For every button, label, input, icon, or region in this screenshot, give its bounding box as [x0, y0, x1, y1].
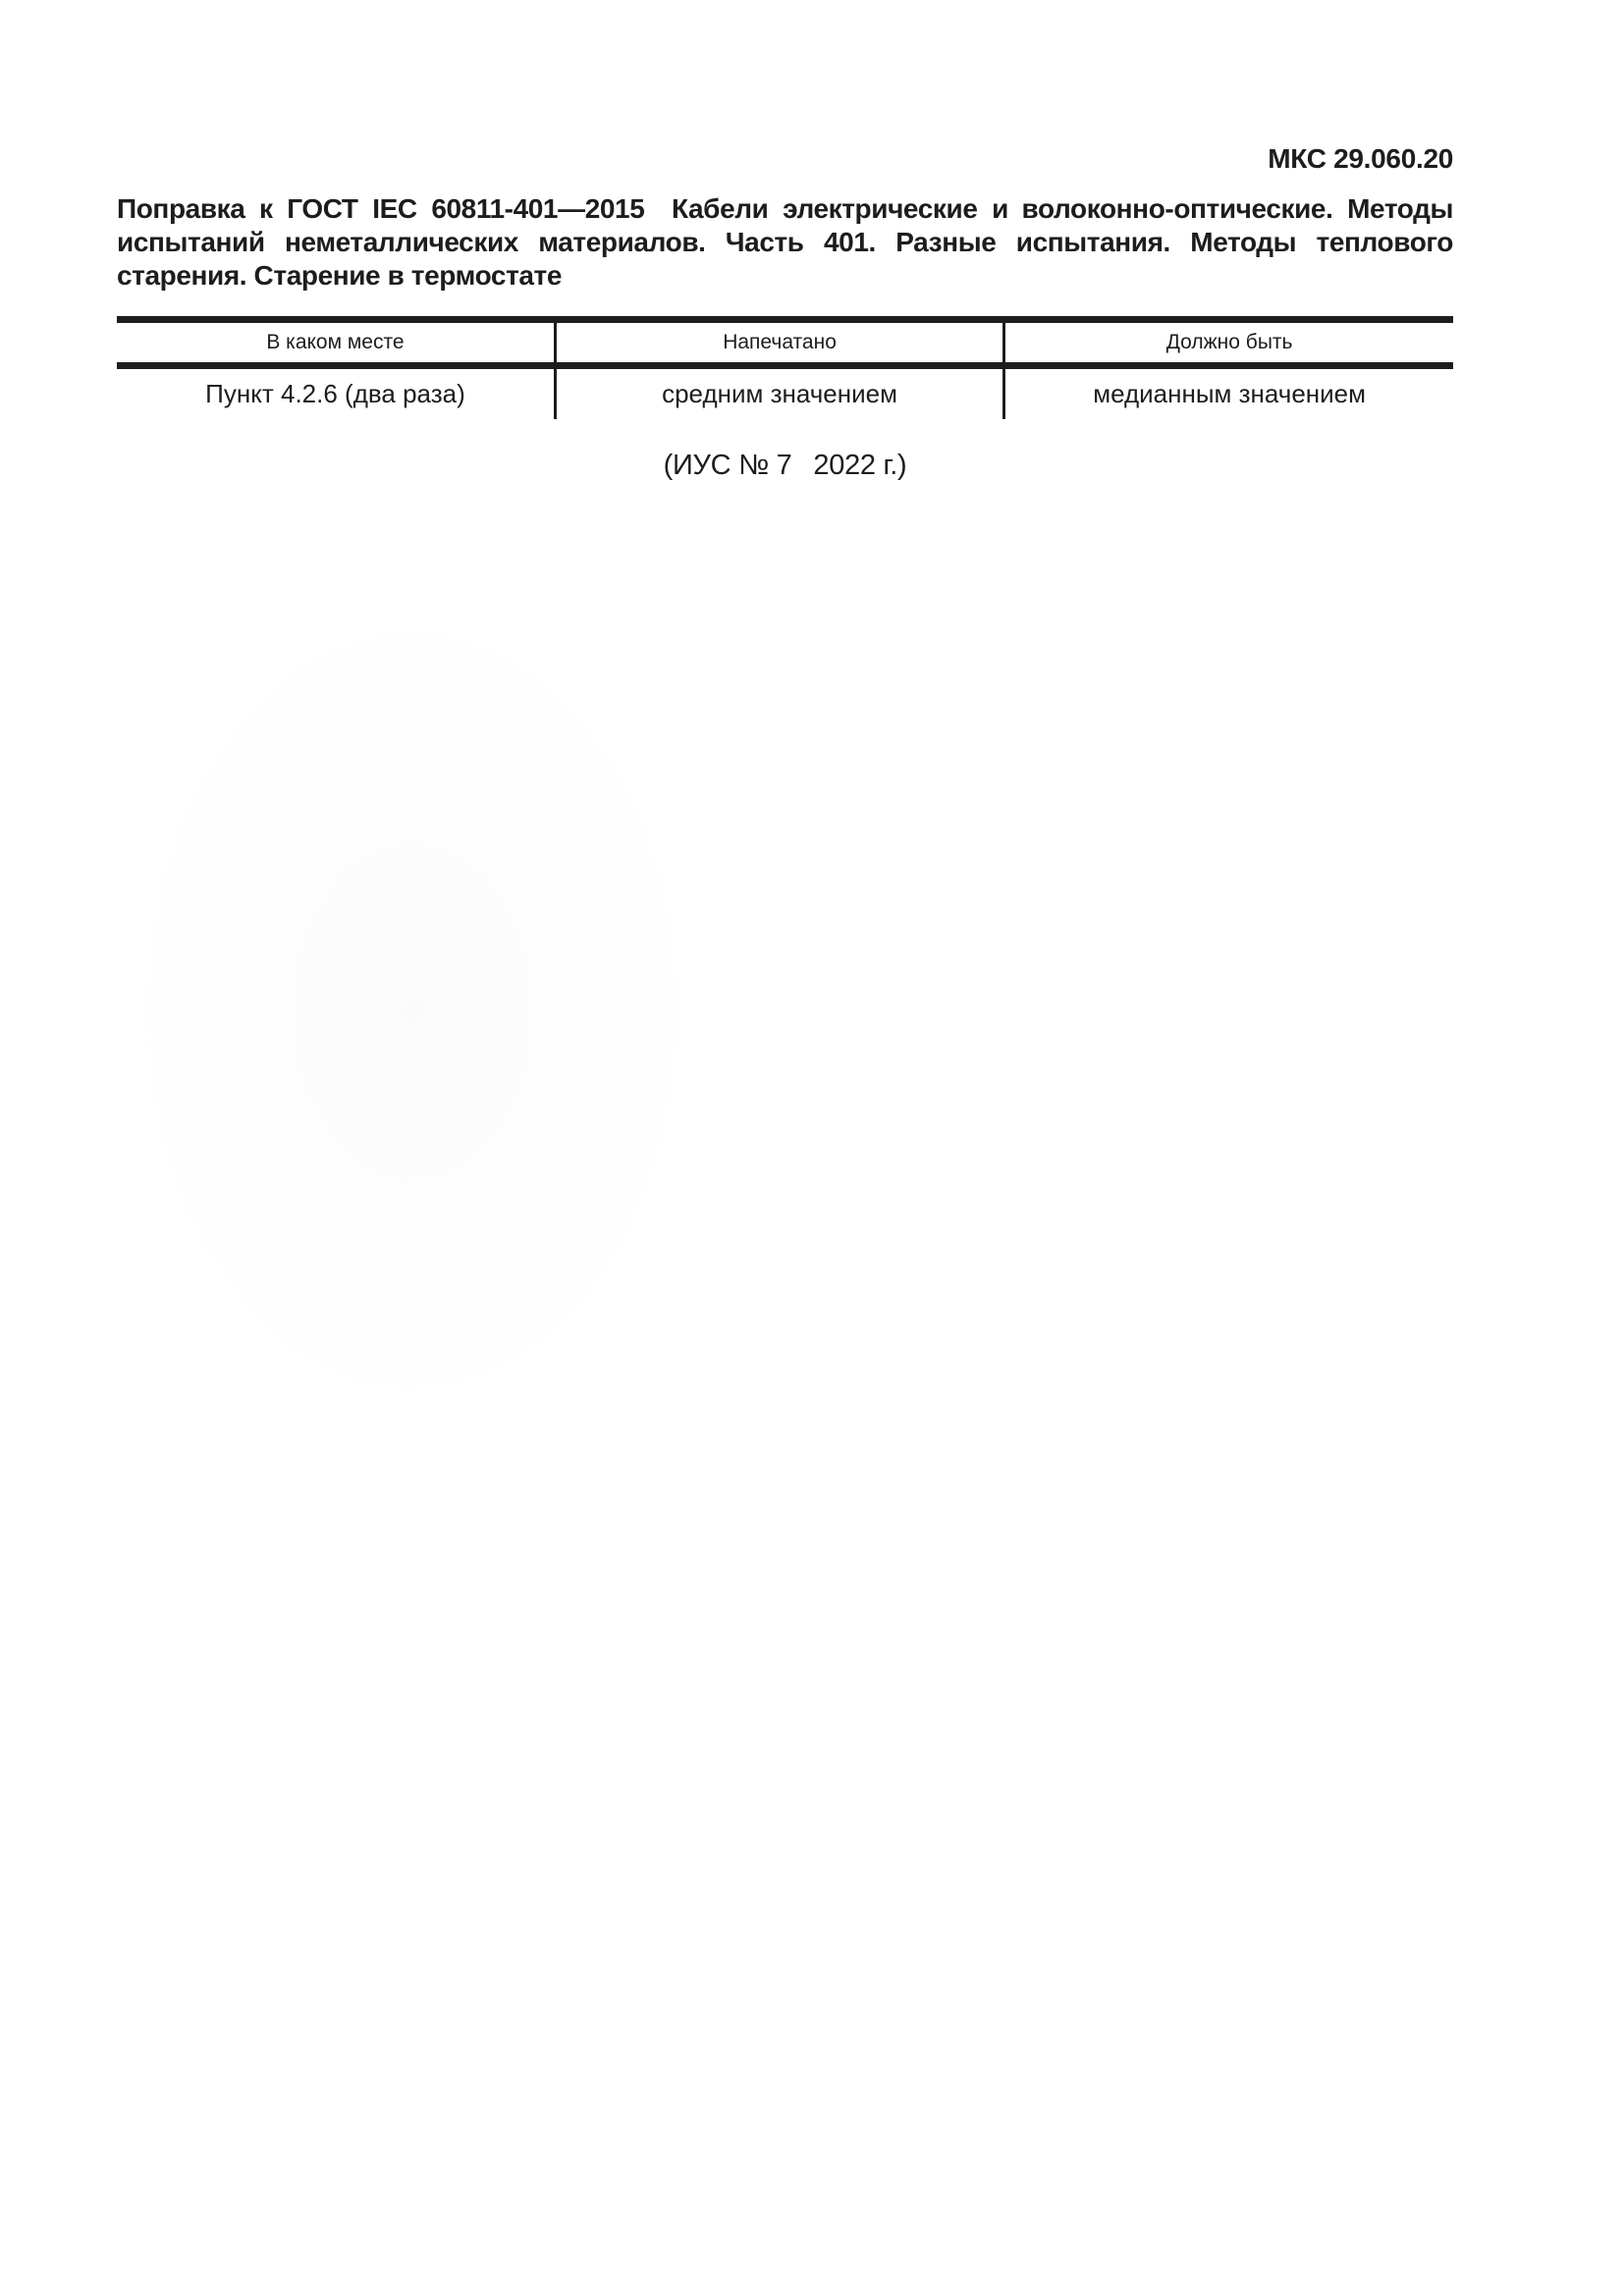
- cell-printed: средним значением: [555, 366, 1003, 420]
- table-header-location: В каком месте: [117, 320, 555, 366]
- cell-location: Пункт 4.2.6 (два раза): [205, 379, 465, 408]
- correction-table-body: [117, 366, 1453, 420]
- table-header-should-be: Должно быть: [1004, 320, 1453, 366]
- mks-classification-code: МКС 29.060.20: [1268, 143, 1453, 174]
- correction-table-header: [117, 320, 1453, 366]
- table-header-row: [117, 320, 1453, 366]
- blank-scan-area: [0, 520, 1624, 2296]
- correction-table: [117, 316, 1453, 419]
- table-header-printed: Напечатано: [555, 320, 1003, 366]
- table-row: [117, 366, 1453, 420]
- cell-should-be: медианным значением: [1004, 366, 1453, 420]
- source-note: (ИУС № 7 2022 г.): [663, 450, 907, 481]
- amendment-title: Поправка к ГОСТ IEC 60811-401—2015 Кабели электрические и волоконно-оптические. Методы испытаний неметаллических материалов. Часть 401. Разные испытания. Методы теплового старения. Старение в термостате: [117, 193, 1453, 291]
